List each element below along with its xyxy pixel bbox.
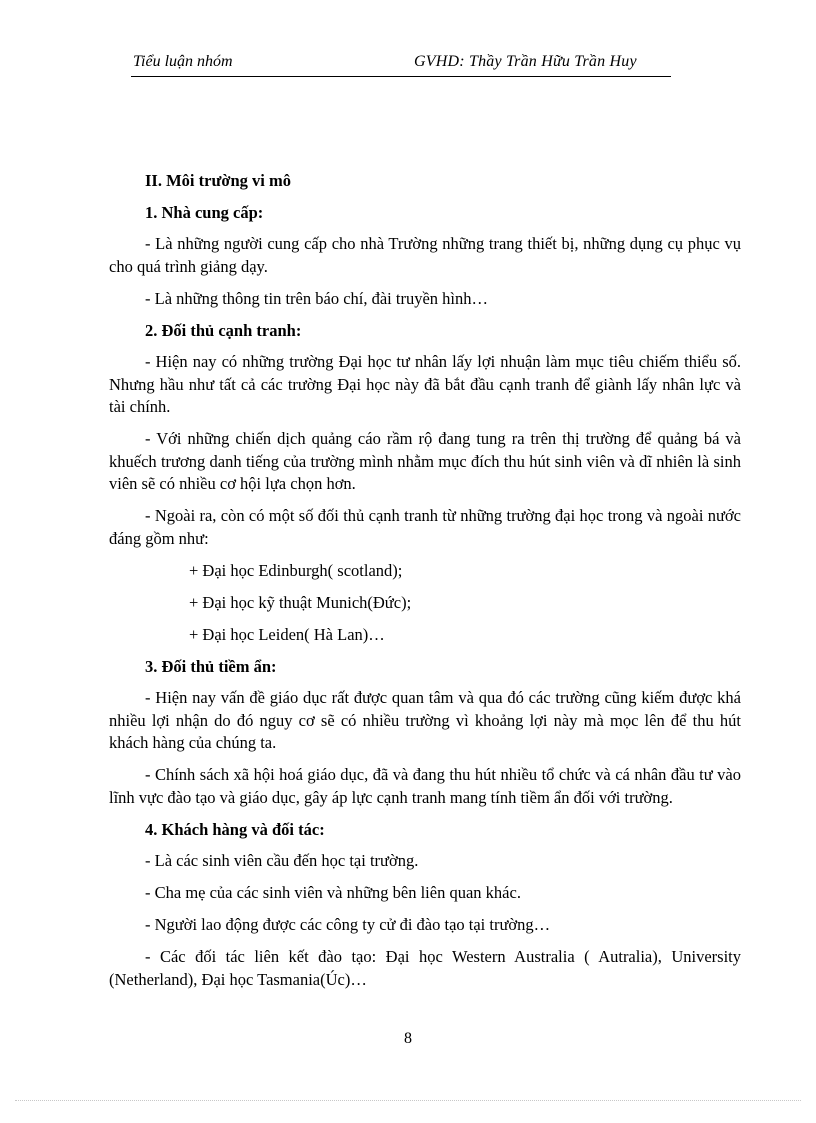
paragraph: - Người lao động được các công ty cử đi đào tạo tại trường… — [145, 915, 551, 934]
page-header — [131, 50, 671, 77]
document-body — [109, 170, 741, 1001]
list-item: + Đại học Edinburgh( scotland); — [189, 560, 403, 580]
paragraph: - Cha mẹ của các sinh viên và những bên liên quan khác. — [145, 883, 521, 902]
section-title: II. Môi trường vi mô — [145, 171, 291, 190]
paragraph: - Hiện nay có những trường Đại học tư nhân lấy lợi nhuận làm mục tiêu chiếm thiểu số. Nhưng hầu như tất cả các trường Đại học này đã bắt đầu cạnh tranh để giành lấy nhân lực và tài chính. — [109, 352, 741, 416]
list-item: + Đại học Leiden( Hà Lan)… — [189, 624, 385, 644]
paragraph: - Chính sách xã hội hoá giáo dục, đã và đang thu hút nhiều tổ chức và cá nhân đầu tư vào lĩnh vực đào tạo và giáo dục, gây áp lực cạnh tranh mang tính tiềm ẩn đối với trường. — [109, 765, 741, 807]
page-edge-divider — [15, 1100, 801, 1101]
paragraph: - Các đối tác liên kết đào tạo: Đại học Western Australia ( Autralia), University (Netherland), Đại học Tasmania(Úc)… — [109, 947, 741, 989]
subsection-title-customers: 4. Khách hàng và đối tác: — [145, 819, 325, 839]
header-left-text: Tiểu luận nhóm — [133, 53, 233, 70]
paragraph: - Hiện nay vấn đề giáo dục rất được quan tâm và qua đó các trường cũng kiếm được khá nhiều lợi nhận do đó nguy cơ sẽ có nhiều trường vì khoảng lợi này mà mọc lên để thu hút khách hàng của chúng ta. — [109, 688, 741, 752]
list-item: + Đại học kỹ thuật Munich(Đức); — [189, 592, 412, 612]
paragraph: - Là những thông tin trên báo chí, đài truyền hình… — [145, 288, 488, 308]
paragraph: - Là những người cung cấp cho nhà Trường những trang thiết bị, những dụng cụ phục vụ cho quá trình giảng dạy. — [109, 234, 741, 276]
paragraph: - Với những chiến dịch quảng cáo rầm rộ đang tung ra trên thị trường để quảng bá và khuếch trương danh tiếng của trường mình nhằm mục đích thu hút sinh viên và dĩ nhiên là sinh viên sẽ có nhiều cơ hội lựa chọn hơn. — [109, 429, 741, 493]
subsection-title-potential: 3. Đối thủ tiềm ẩn: — [145, 656, 277, 676]
page-number: 8 — [404, 1030, 412, 1047]
paragraph: - Là các sinh viên cầu đến học tại trường. — [145, 851, 419, 870]
subsection-title-suppliers: 1. Nhà cung cấp: — [145, 202, 264, 222]
subsection-title-competitors: 2. Đối thủ cạnh tranh: — [145, 320, 302, 340]
header-right-text: GVHD: Thầy Trần Hữu Trần Huy — [414, 53, 637, 70]
paragraph: - Ngoài ra, còn có một số đối thủ cạnh tranh từ những trường đại học trong và ngoài nước đáng gồm như: — [109, 506, 741, 548]
